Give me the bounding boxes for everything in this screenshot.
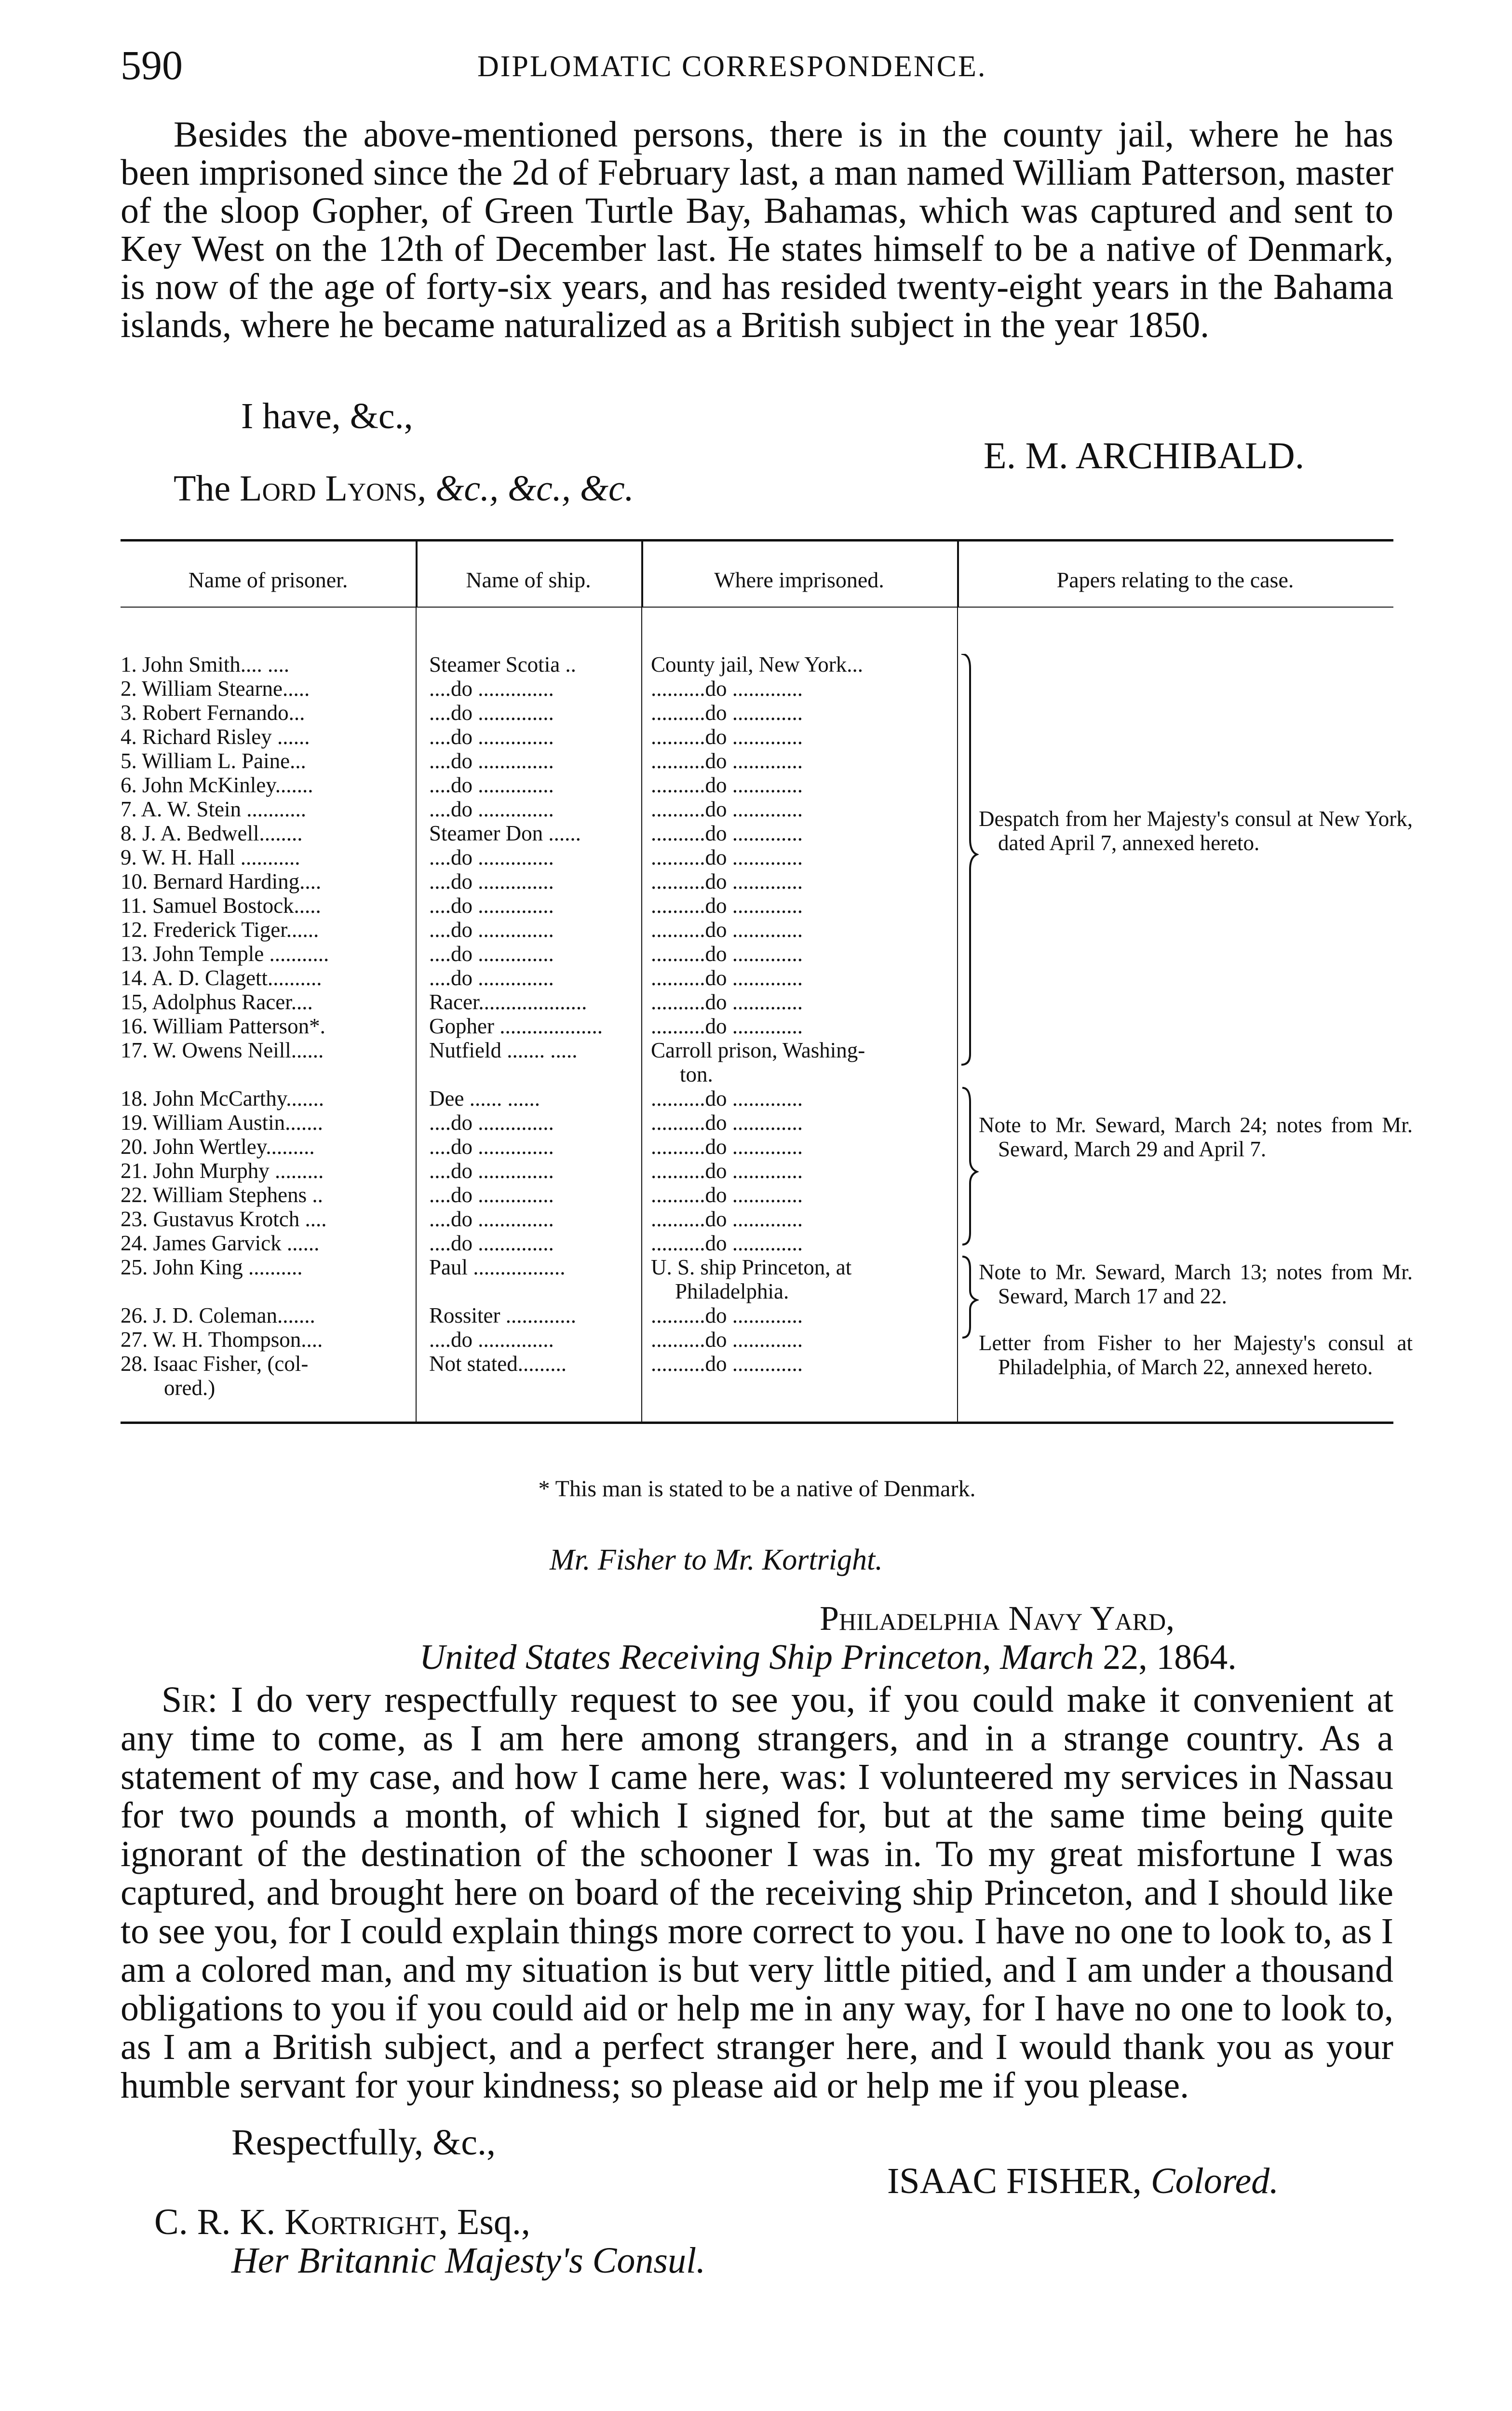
ship-name: Nutfield ....... ..... [429,1038,578,1062]
prisoner-name: 2. William Stearne..... [121,677,310,701]
imprisoned-place: ..........do ............. [651,821,803,845]
ship-name: ....do .............. [429,725,554,749]
imprisoned-place: ..........do ............. [651,797,803,821]
page-header [121,41,1393,99]
header-prisoner: Name of prisoner. [188,568,348,592]
imprisoned-place: ..........do ............. [651,1231,803,1255]
prisoner-name: 21. John Murphy ......... [121,1159,324,1183]
table-row [121,1183,1393,1207]
ship-name: ....do .............. [429,1135,554,1159]
header-rule [121,607,1393,608]
table-row [121,1014,1393,1038]
imprisoned-place: ..........do ............. [651,677,803,701]
ship-name: Dee ...... ...... [429,1086,540,1111]
prisoner-name: 7. A. W. Stein ........... [121,797,307,821]
prisoner-name: 26. J. D. Coleman....... [121,1303,315,1327]
prisoner-name: 11. Samuel Bostock..... [121,894,321,918]
ship-name: Steamer Scotia .. [429,652,576,677]
group3-brace [962,1257,977,1338]
imprisoned-place: County jail, New York... [651,652,864,677]
imprisoned-place: ..........do ............. [651,918,803,942]
imprisoned-place: ..........do ............. [651,1111,803,1135]
prisoner-name: 15, Adolphus Racer.... [121,990,313,1014]
prisoner-name: 19. William Austin....... [121,1111,323,1135]
table-row [121,652,1393,677]
header-ship: Name of ship. [466,568,591,592]
prisoner-name: 23. Gustavus Krotch .... [121,1207,327,1231]
papers-group4: Letter from Fisher to her Majesty's consul at Philadelphia, of March 22, annexed hereto. [979,1331,1413,1379]
addressee-prefix: The [174,468,240,509]
imprisoned-place: ..........do ............. [651,1183,803,1207]
papers-group3: Note to Mr. Seward, March 13; notes from Mr. Seward, March 17 and 22. [979,1260,1413,1308]
fisher-letter-body [121,1680,1393,2105]
fisher-closing: Respectfully, &c., [231,2122,496,2163]
papers-group2: Note to Mr. Seward, March 24; notes from Mr. Seward, March 29 and April 7. [979,1113,1413,1161]
ship-name: ....do .............. [429,1159,554,1183]
ship-name: ....do .............. [429,677,554,701]
prisoner-name: 17. W. Owens Neill...... [121,1038,324,1062]
imprisoned-place: U. S. ship Princeton, at [651,1255,852,1279]
signature-note: Colored. [1150,2161,1279,2201]
imprisoned-place: ..........do ............. [651,1159,803,1183]
table-row [121,1376,1393,1400]
prisoner-name: 1. John Smith.... .... [121,652,290,677]
prisoner-name: 25. John King .......... [121,1255,303,1279]
brace-graphics [959,654,979,1421]
ship-name: ....do .............. [429,918,554,942]
imprisoned-place: ..........do ............. [651,966,803,990]
imprisoned-place: ..........do ............. [651,1135,803,1159]
fisher-signature-block [887,2160,1279,2202]
recipient-line [154,2201,530,2243]
imprisoned-place: ..........do ............. [651,1352,803,1376]
group2-brace [962,1088,977,1245]
dateline-day: 22, 1864. [1103,1638,1237,1677]
prisoner-name: 6. John McKinley....... [121,773,313,797]
table-footnote: * This man is stated to be a native of Denmark. [538,1476,976,1502]
imprisoned-place: Philadelphia. [675,1279,789,1303]
letter-title: Mr. Fisher to Mr. Kortright. [550,1544,883,1576]
fisher-signature: ISAAC FISHER, [887,2161,1142,2201]
imprisoned-place: ..........do ............. [651,1327,803,1352]
imprisoned-place: ..........do ............. [651,845,803,869]
addressee-suffix: , &c., &c., &c. [417,468,634,509]
prisoner-name: 5. William L. Paine... [121,749,306,773]
imprisoned-place: ..........do ............. [651,725,803,749]
ship-name: ....do .............. [429,966,554,990]
ship-name: Rossiter ............. [429,1303,577,1327]
prisoner-name: 13. John Temple ........... [121,942,329,966]
ship-name: Steamer Don ...... [429,821,581,845]
letter-dateline [419,1637,1237,1678]
ship-name: ....do .............. [429,797,554,821]
ship-name: Racer.................... [429,990,587,1014]
prisoner-name: ored.) [164,1376,216,1400]
imprisoned-place: ..........do ............. [651,894,803,918]
header-papers: Papers relating to the case. [1056,568,1294,592]
prisoner-table [121,539,1413,1465]
imprisoned-place: ..........do ............. [651,990,803,1014]
ship-name: ....do .............. [429,869,554,894]
prisoner-name: 28. Isaac Fisher, (col- [121,1352,309,1376]
imprisoned-place: ..........do ............. [651,749,803,773]
ship-name: ....do .............. [429,773,554,797]
header-imprisoned: Where imprisoned. [714,568,884,592]
ship-name: ....do .............. [429,1207,554,1231]
prisoner-name: 16. William Patterson*. [121,1014,325,1038]
table-row [121,1159,1393,1183]
imprisoned-place: Carroll prison, Washing- [651,1038,865,1062]
imprisoned-place: ..........do ............. [651,869,803,894]
imprisoned-place: ..........do ............. [651,1207,803,1231]
archibald-closing: I have, &c., [241,396,413,436]
ship-name: Gopher ................... [429,1014,603,1038]
table-row [121,918,1393,942]
prisoner-name: 9. W. H. Hall ........... [121,845,300,869]
prisoner-name: 12. Frederick Tiger...... [121,918,319,942]
ship-name: ....do .............. [429,894,554,918]
letter-place: Philadelphia Navy Yard, [820,1599,1175,1638]
salutation: Sir: [162,1680,218,1720]
table-row [121,1207,1393,1231]
imprisoned-place: ..........do ............. [651,1086,803,1111]
archibald-signature: E. M. ARCHIBALD. [984,434,1305,476]
prisoner-name: 20. John Wertley......... [121,1135,315,1159]
table-row [121,677,1393,701]
ship-name: ....do .............. [429,1231,554,1255]
ship-name: ....do .............. [429,845,554,869]
table-row [121,1062,1393,1086]
ship-name: ....do .............. [429,1327,554,1352]
running-head: DIPLOMATIC CORRESPONDENCE. [477,50,987,83]
prisoner-name: 18. John McCarthy....... [121,1086,324,1111]
prisoner-name: 8. J. A. Bedwell........ [121,821,303,845]
archibald-letter-paragraph: Besides the above-mentioned persons, there is in the county jail, where he has been imprisoned since the 2d of February last, a man named William Patterson, master of the sloop Gopher, of Green Turtle Bay, Bahamas, which was captured and sent to Key West on the 12th of December last. He states himself to be a native of Denmark, is now of the age of forty-six years, and has resided twenty-eight years in the Bahama islands, where he became naturalized as a British subject in the year 1850. [121,114,1393,345]
page-number: 590 [121,42,183,88]
table-bottom-rule [121,1422,1393,1424]
ship-name: ....do .............. [429,942,554,966]
ship-name: Paul ................. [429,1255,566,1279]
prisoner-name: 14. A. D. Clagett.......... [121,966,322,990]
addressee-name: Lord Lyons [240,468,418,509]
papers-group1: Despatch from her Majesty's consul at New York, dated April 7, annexed hereto. [979,807,1413,855]
archibald-addressee [174,468,634,510]
table-row [121,701,1393,725]
prisoner-name: 3. Robert Fernando... [121,701,305,725]
ship-name: ....do .............. [429,701,554,725]
prisoner-name: 27. W. H. Thompson.... [121,1327,323,1352]
table-row [121,749,1393,773]
ship-name: ....do .............. [429,1183,554,1207]
table-row [121,1231,1393,1255]
recipient-suffix: , Esq., [438,2202,530,2242]
prisoner-name: 4. Richard Risley ...... [121,725,310,749]
recipient-name: C. R. K. Kortright [154,2202,439,2242]
ship-name: ....do .............. [429,749,554,773]
recipient-title: Her Britannic Majesty's Consul. [231,2240,706,2281]
imprisoned-place: ..........do ............. [651,701,803,725]
imprisoned-place: ..........do ............. [651,1014,803,1038]
table-row [121,773,1393,797]
ship-name: ....do .............. [429,1111,554,1135]
group1-brace [961,654,977,1065]
imprisoned-place: ..........do ............. [651,773,803,797]
table-row [121,990,1393,1014]
prisoner-name: 24. James Garvick ...... [121,1231,320,1255]
table-row [121,725,1393,749]
prisoner-name: 22. William Stephens .. [121,1183,323,1207]
prisoner-name: 10. Bernard Harding.... [121,869,322,894]
dateline-text: United States Receiving Ship Princeton, March [419,1638,1094,1677]
table-row [121,1086,1393,1111]
table-row [121,966,1393,990]
table-top-rule [121,539,1393,542]
ship-name: Not stated......... [429,1352,567,1376]
table-row [121,1038,1393,1062]
table-row [121,869,1393,894]
imprisoned-place: ..........do ............. [651,1303,803,1327]
table-row [121,894,1393,918]
imprisoned-place: ..........do ............. [651,942,803,966]
letter-body-text: I do very respectfully request to see you, if you could make it convenient at any time to come, as I am here among strangers, and in a strange country. As a statement of my case, and how I came here, was: I volunteered my services in Nassau for two pounds a month, of which I signed for, but at the same time being quite ignorant of the destination of the schooner I was in. To my great misfortune I was captured, and brought here on board of the receiving ship Princeton, and I should like to see you, for I could explain things more correct to you. I have no one to look to, as I am a colored man, and my situation is but very little pitied, and I am under a thousand obligations to you if you could aid or help me in any way, for I have no one to look to, as I am a British subject, and a perfect stranger here, and I would thank you as your humble servant for your kindness; so please aid or help me if you please. [121,1680,1393,2106]
table-row [121,942,1393,966]
imprisoned-place: ton. [680,1062,713,1086]
